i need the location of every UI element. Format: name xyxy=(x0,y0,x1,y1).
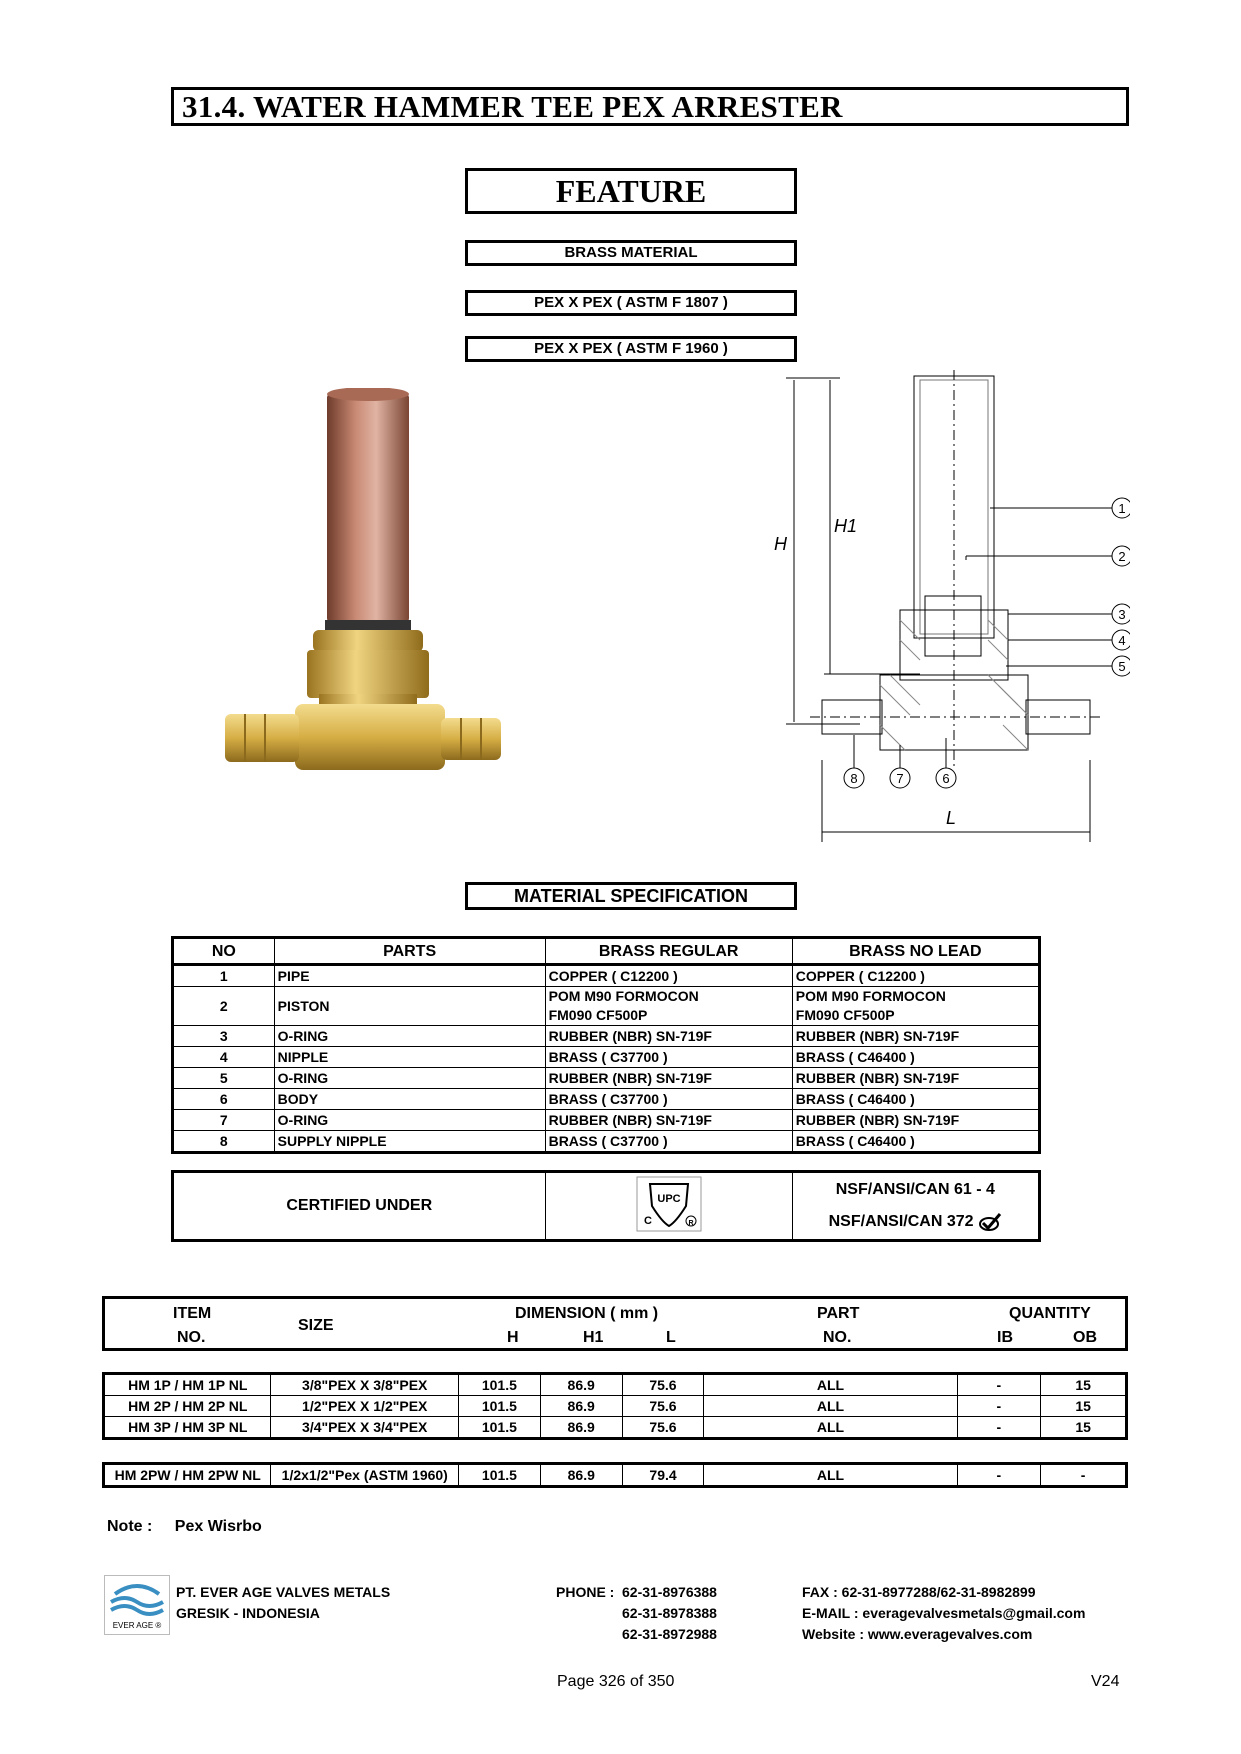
certification-table xyxy=(171,1170,1041,1242)
cell-regular-text: COPPER ( C12200 ) xyxy=(548,967,678,984)
company-info xyxy=(176,1582,390,1624)
email: E-MAIL : everagevalvesmetals@gmail.com xyxy=(802,1605,1086,1621)
note-label: Note : xyxy=(107,1518,153,1535)
upc-logo-cell xyxy=(545,1172,792,1241)
phone-3: 62-31-8972988 xyxy=(622,1626,717,1642)
dim-label-l: L xyxy=(946,808,957,828)
header-part: PART xyxy=(817,1305,860,1322)
feature-item: BRASS MATERIAL xyxy=(465,240,797,266)
certified-under-label: CERTIFIED UNDER xyxy=(173,1172,546,1241)
cell-l: 75.6 xyxy=(622,1396,704,1417)
callout-3: 3 xyxy=(1118,607,1126,622)
cell-part-text: NIPPLE xyxy=(277,1048,329,1065)
cell-part-text: PIPE xyxy=(277,967,310,984)
cell-no-text: 7 xyxy=(219,1111,228,1128)
cell-h1: 86.9 xyxy=(540,1464,622,1487)
table-row xyxy=(173,1131,1040,1153)
cell-h: 101.5 xyxy=(458,1417,540,1439)
cell-part-text: O-RING xyxy=(277,1111,329,1128)
cell-regular-text: BRASS ( C37700 ) xyxy=(548,1090,668,1107)
cell-nolead-text-line2: FM090 CF500P xyxy=(795,1007,895,1023)
cell-ib: - xyxy=(957,1417,1041,1439)
cell-part xyxy=(274,1110,545,1131)
logo-waves-icon xyxy=(105,1576,169,1634)
dimension-table-header xyxy=(102,1296,1128,1351)
feature-item: PEX X PEX ( ASTM F 1960 ) xyxy=(465,336,797,362)
cell-regular xyxy=(545,1089,792,1110)
contact-info xyxy=(802,1582,1085,1645)
cell-item: HM 2PW / HM 2PW NL xyxy=(104,1464,271,1487)
nsf-check-icon xyxy=(978,1212,1002,1232)
cell-no xyxy=(173,1047,275,1068)
cell-part xyxy=(274,987,545,1026)
cell-regular-text: RUBBER (NBR) SN-719F xyxy=(548,1069,712,1086)
cell-no-text: 3 xyxy=(219,1027,228,1044)
right-barb xyxy=(441,718,501,760)
cell-regular-text: RUBBER (NBR) SN-719F xyxy=(548,1027,712,1044)
cell-nolead-text: BRASS ( C46400 ) xyxy=(795,1048,915,1065)
header-ob: OB xyxy=(1073,1329,1097,1346)
cell-no xyxy=(173,1026,275,1047)
table-row xyxy=(104,1374,1127,1396)
cell-no-text: 4 xyxy=(219,1048,228,1065)
cell-regular-text: POM M90 FORMOCON xyxy=(548,988,699,1004)
header-ib: IB xyxy=(997,1329,1013,1346)
table-row xyxy=(173,1026,1040,1047)
page-title: 31.4. WATER HAMMER TEE PEX ARRESTER xyxy=(182,89,843,124)
logo-text: EVER AGE ® xyxy=(112,1621,162,1630)
col-header-brass-regular: BRASS REGULAR xyxy=(545,938,792,965)
cell-nolead-text: COPPER ( C12200 ) xyxy=(795,967,925,984)
callout-7: 7 xyxy=(896,771,904,786)
cell-no xyxy=(173,1068,275,1089)
feature-item: PEX X PEX ( ASTM F 1807 ) xyxy=(465,290,797,316)
cell-nolead xyxy=(792,1068,1039,1089)
col-header-no: NO xyxy=(173,938,275,965)
cell-part: ALL xyxy=(704,1396,957,1417)
cell-nolead-text: RUBBER (NBR) SN-719F xyxy=(795,1027,960,1044)
cell-part-text: BODY xyxy=(277,1090,319,1107)
cell-regular xyxy=(545,987,792,1026)
technical-drawing xyxy=(770,370,1130,846)
cell-part xyxy=(274,965,545,987)
cell-ob: 15 xyxy=(1041,1417,1127,1439)
cell-no-text: 2 xyxy=(219,997,228,1014)
dim-label-h1: H1 xyxy=(834,516,858,536)
note xyxy=(107,1518,262,1536)
cell-nolead xyxy=(792,965,1039,987)
cell-h1: 86.9 xyxy=(540,1417,622,1439)
cell-part: ALL xyxy=(704,1374,957,1396)
header-size: SIZE xyxy=(298,1317,334,1334)
callout-6: 6 xyxy=(942,771,950,786)
title-box xyxy=(171,87,1129,126)
table-row xyxy=(173,1110,1040,1131)
cell-nolead-text: BRASS ( C46400 ) xyxy=(795,1090,915,1107)
table-row xyxy=(104,1464,1127,1487)
dimension-table xyxy=(102,1372,1128,1440)
cell-item: HM 2P / HM 2P NL xyxy=(104,1396,271,1417)
cell-h: 101.5 xyxy=(458,1374,540,1396)
note-text: Pex Wisrbo xyxy=(174,1518,262,1535)
company-location: GRESIK - INDONESIA xyxy=(176,1605,320,1621)
cell-ib: - xyxy=(957,1374,1041,1396)
standard-nsf-372-row xyxy=(794,1206,1037,1238)
cell-part: ALL xyxy=(704,1417,957,1439)
cell-ib: - xyxy=(957,1464,1041,1487)
svg-text:C: C xyxy=(643,1214,652,1227)
header-dimension: DIMENSION ( mm ) xyxy=(515,1305,659,1322)
cell-regular xyxy=(545,1131,792,1153)
table-row xyxy=(104,1396,1127,1417)
cell-nolead xyxy=(792,1131,1039,1153)
cell-part xyxy=(274,1131,545,1153)
cell-part-text: O-RING xyxy=(277,1027,329,1044)
callout-8: 8 xyxy=(850,771,858,786)
callout-4: 4 xyxy=(1118,633,1126,648)
upc-logo xyxy=(636,1176,702,1232)
dimension-extra-table xyxy=(102,1462,1128,1488)
cell-no xyxy=(173,1131,275,1153)
product-photo xyxy=(225,388,515,774)
phone-1: 62-31-8976388 xyxy=(622,1584,717,1600)
cell-part-text: SUPPLY NIPPLE xyxy=(277,1132,387,1149)
cell-regular xyxy=(545,1068,792,1089)
header-h1: H1 xyxy=(583,1329,604,1346)
cell-regular-text: BRASS ( C37700 ) xyxy=(548,1132,668,1149)
cell-part xyxy=(274,1089,545,1110)
material-spec-table xyxy=(171,936,1041,1154)
cell-part xyxy=(274,1026,545,1047)
cell-nolead-text: BRASS ( C46400 ) xyxy=(795,1132,915,1149)
cell-regular xyxy=(545,1026,792,1047)
copper-pipe xyxy=(327,392,409,624)
header-item-no: NO. xyxy=(177,1329,206,1346)
cell-no xyxy=(173,965,275,987)
header-l: L xyxy=(666,1329,676,1346)
cell-ib: - xyxy=(957,1396,1041,1417)
cell-part-text: O-RING xyxy=(277,1069,329,1086)
cell-nolead xyxy=(792,987,1039,1026)
standard-nsf-372: NSF/ANSI/CAN 372 xyxy=(828,1213,974,1230)
cell-regular xyxy=(545,1110,792,1131)
cell-h1: 86.9 xyxy=(540,1374,622,1396)
cell-regular xyxy=(545,1047,792,1068)
cell-nolead xyxy=(792,1110,1039,1131)
table-row xyxy=(173,1089,1040,1110)
cell-item: HM 1P / HM 1P NL xyxy=(104,1374,271,1396)
cell-no xyxy=(173,987,275,1026)
table-row xyxy=(173,1068,1040,1089)
header-part-no: NO. xyxy=(823,1329,852,1346)
cell-no-text: 5 xyxy=(219,1069,228,1086)
brass-tee-body xyxy=(295,704,445,770)
callout-1: 1 xyxy=(1118,501,1126,516)
standards-cell xyxy=(792,1172,1039,1241)
cell-regular-text: RUBBER (NBR) SN-719F xyxy=(548,1111,712,1128)
company-name: PT. EVER AGE VALVES METALS xyxy=(176,1584,391,1600)
brass-nut xyxy=(307,650,429,698)
callout-5: 5 xyxy=(1118,659,1126,674)
page-number: Page 326 of 350 xyxy=(557,1673,675,1690)
cell-nolead-text: RUBBER (NBR) SN-719F xyxy=(795,1111,960,1128)
phone-numbers xyxy=(622,1582,717,1645)
cell-l: 79.4 xyxy=(622,1464,704,1487)
cell-no-text: 8 xyxy=(219,1132,228,1149)
table-row xyxy=(173,965,1040,987)
cell-h: 101.5 xyxy=(459,1464,541,1487)
cell-l: 75.6 xyxy=(622,1417,704,1439)
cell-h: 101.5 xyxy=(458,1396,540,1417)
feature-heading: FEATURE xyxy=(465,168,797,214)
cell-nolead xyxy=(792,1047,1039,1068)
phone-2: 62-31-8978388 xyxy=(622,1605,717,1621)
header-h: H xyxy=(507,1329,519,1346)
col-header-brass-no-lead: BRASS NO LEAD xyxy=(792,938,1039,965)
col-header-parts: PARTS xyxy=(274,938,545,965)
cell-no-text: 6 xyxy=(219,1090,228,1107)
dim-label-h: H xyxy=(774,534,787,554)
header-quantity: QUANTITY xyxy=(1009,1305,1091,1322)
cell-h1: 86.9 xyxy=(540,1396,622,1417)
callout-2: 2 xyxy=(1118,549,1126,564)
header-item: ITEM xyxy=(173,1305,212,1322)
cell-size: 3/8"PEX X 3/8"PEX xyxy=(271,1374,459,1396)
cell-ob: - xyxy=(1041,1464,1127,1487)
version: V24 xyxy=(1091,1673,1120,1690)
cell-nolead-text: POM M90 FORMOCON xyxy=(795,988,946,1004)
cell-regular-text: BRASS ( C37700 ) xyxy=(548,1048,668,1065)
cell-nolead xyxy=(792,1089,1039,1110)
cell-item: HM 3P / HM 3P NL xyxy=(104,1417,271,1439)
cell-nolead xyxy=(792,1026,1039,1047)
cell-part xyxy=(274,1068,545,1089)
table-row xyxy=(173,987,1040,1026)
material-spec-heading: MATERIAL SPECIFICATION xyxy=(465,882,797,910)
cell-size: 1/2x1/2"Pex (ASTM 1960) xyxy=(271,1464,459,1487)
cell-ob: 15 xyxy=(1041,1396,1127,1417)
cell-regular xyxy=(545,965,792,987)
cell-nolead-text: RUBBER (NBR) SN-719F xyxy=(795,1069,960,1086)
table-row xyxy=(173,1047,1040,1068)
table-header-row xyxy=(173,938,1040,965)
cell-size: 3/4"PEX X 3/4"PEX xyxy=(271,1417,459,1439)
cell-part xyxy=(274,1047,545,1068)
website: Website : www.everagevalves.com xyxy=(802,1626,1033,1642)
phone-label: PHONE : xyxy=(556,1584,615,1600)
svg-text:R: R xyxy=(688,1219,694,1227)
cell-no xyxy=(173,1089,275,1110)
company-logo xyxy=(104,1575,170,1635)
cell-regular-text-line2: FM090 CF500P xyxy=(548,1007,648,1023)
cell-no-text: 1 xyxy=(219,967,228,984)
cell-part-text: PISTON xyxy=(277,997,330,1014)
left-barb xyxy=(225,714,299,762)
standard-nsf-61: NSF/ANSI/CAN 61 - 4 xyxy=(835,1181,995,1198)
cell-no xyxy=(173,1110,275,1131)
cell-part: ALL xyxy=(704,1464,957,1487)
cell-l: 75.6 xyxy=(622,1374,704,1396)
fax: FAX : 62-31-8977288/62-31-8982899 xyxy=(802,1584,1036,1600)
cell-size: 1/2"PEX X 1/2"PEX xyxy=(271,1396,459,1417)
upc-logo-text: UPC xyxy=(656,1192,681,1205)
table-row xyxy=(104,1417,1127,1439)
cell-ob: 15 xyxy=(1041,1374,1127,1396)
